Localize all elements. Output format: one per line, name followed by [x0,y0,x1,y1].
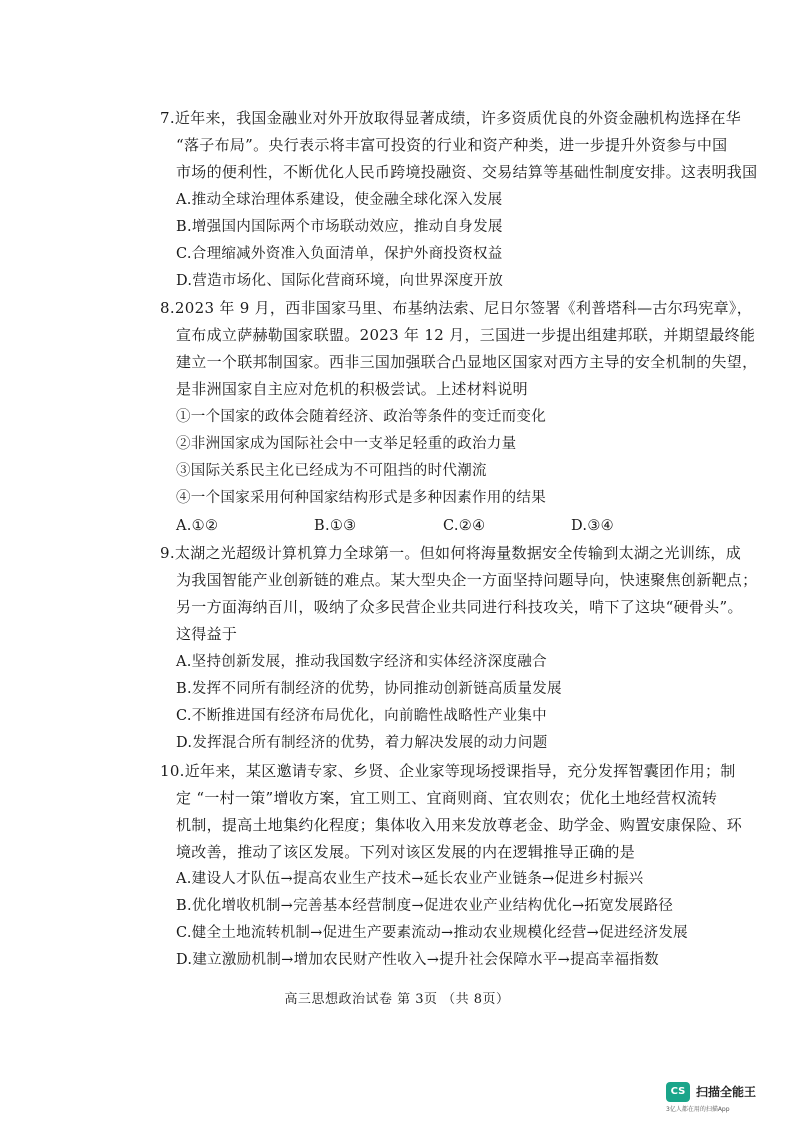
q10-line-4: 境改善，推动了该区发展。下列对该区发展的内在逻辑推导正确的是 [176,843,636,861]
camscanner-logo-icon: CS [666,1082,690,1102]
q9-line-2: 为我国智能产业创新链的难点。某大型央企一方面坚持问题导向，快速聚焦创新靶点； [176,571,758,589]
q8-line-2: 宣布成立萨赫勒国家联盟。2023 年 12 月，三国进一步提出组建邦联，并期望最终能 [176,326,756,344]
q8-option-c: C.②④ [443,518,486,534]
q7-option-b: B.增强国内国际两个市场联动效应，推动自身发展 [176,219,503,235]
q9-option-b: B.发挥不同所有制经济的优势，协同推动创新链高质量发展 [176,681,562,697]
q9-line-1: 9.太湖之光超级计算机算力全球第一。但如何将海量数据安全传输到太湖之光训练，成 [160,544,742,562]
q7-line-3: 市场的便利性，不断优化人民币跨境投融资、交易结算等基础性制度安排。这表明我国 [176,163,758,181]
q10-line-2: 定 “一村一策”增收方案，宜工则工、宜商则商、宜农则农；优化土地经营权流转 [176,789,718,807]
watermark-app-name: 扫描全能王 [696,1085,757,1099]
q8-statement-3: ③国际关系民主化已经成为不可阻挡的时代潮流 [176,463,487,479]
scanner-watermark [666,1080,776,1116]
q10-option-d: D.建立激励机制→增加农民财产性收入→提升社会保障水平→提高幸福指数 [176,952,659,968]
page-footer: 高三思想政治试卷 第 3页 （共 8页） [284,992,510,1007]
q8-statement-1: ①一个国家的政体会随着经济、政治等条件的变迁而变化 [176,409,546,425]
q9-option-d: D.发挥混合所有制经济的优势，着力解决发展的动力问题 [176,735,548,751]
q8-option-d: D.③④ [571,518,614,534]
q8-statement-2: ②非洲国家成为国际社会中一支举足轻重的政治力量 [176,436,517,452]
q8-option-a: A.①② [176,518,219,534]
q9-line-4: 这得益于 [176,625,238,643]
q10-option-b: B.优化增收机制→完善基本经营制度→促进农业产业结构优化→拓宽发展路径 [176,898,674,914]
q8-statement-4: ④一个国家采用何种国家结构形式是多种因素作用的结果 [176,490,546,506]
q9-option-a: A.坚持创新发展，推动我国数字经济和实体经济深度融合 [176,654,547,670]
q7-option-c: C.合理缩减外资准入负面清单，保护外商投资权益 [176,246,503,262]
q7-option-d: D.营造市场化、国际化营商环境，向世界深度开放 [176,273,504,289]
q8-option-b: B.①③ [314,518,357,534]
q10-option-c: C.健全土地流转机制→促进生产要素流动→推动农业规模化经营→促进经济发展 [176,925,688,941]
q8-line-3: 建立一个联邦制国家。西非三国加强联合凸显地区国家对西方主导的安全机制的失望， [176,353,758,371]
q10-line-3: 机制，提高土地集约化程度；集体收入用来发放尊老金、助学金、购置安康保险、环 [176,816,743,834]
watermark-tagline: 3亿人都在用的扫描App [666,1106,730,1113]
q7-line-1: 7.近年来，我国金融业对外开放取得显著成绩，许多资质优良的外资金融机构选择在华 [160,109,742,127]
q7-line-2: “落子布局”。央行表示将丰富可投资的行业和资产种类，进一步提升外资参与中国 [176,136,728,154]
q8-line-4: 是非洲国家自主应对危机的积极尝试。上述材料说明 [176,380,528,398]
q9-line-3: 另一方面海纳百川，吸纳了众多民营企业共同进行科技攻关，啃下了这块“硬骨头”。 [176,598,743,616]
q8-line-1: 8.2023 年 9 月，西非国家马里、布基纳法索、尼日尔签署《利普塔科—古尔玛宪章》， [160,299,753,317]
q7-option-a: A.推动全球治理体系建设，使金融全球化深入发展 [176,192,503,208]
q9-option-c: C.不断推进国有经济布局优化，向前瞻性战略性产业集中 [176,708,547,724]
q10-option-a: A.建设人才队伍→提高农业生产技术→延长农业产业链条→促进乡村振兴 [176,871,644,887]
q10-line-1: 10.近年来，某区邀请专家、乡贤、企业家等现场授课指导，充分发挥智囊团作用；制 [160,762,736,780]
